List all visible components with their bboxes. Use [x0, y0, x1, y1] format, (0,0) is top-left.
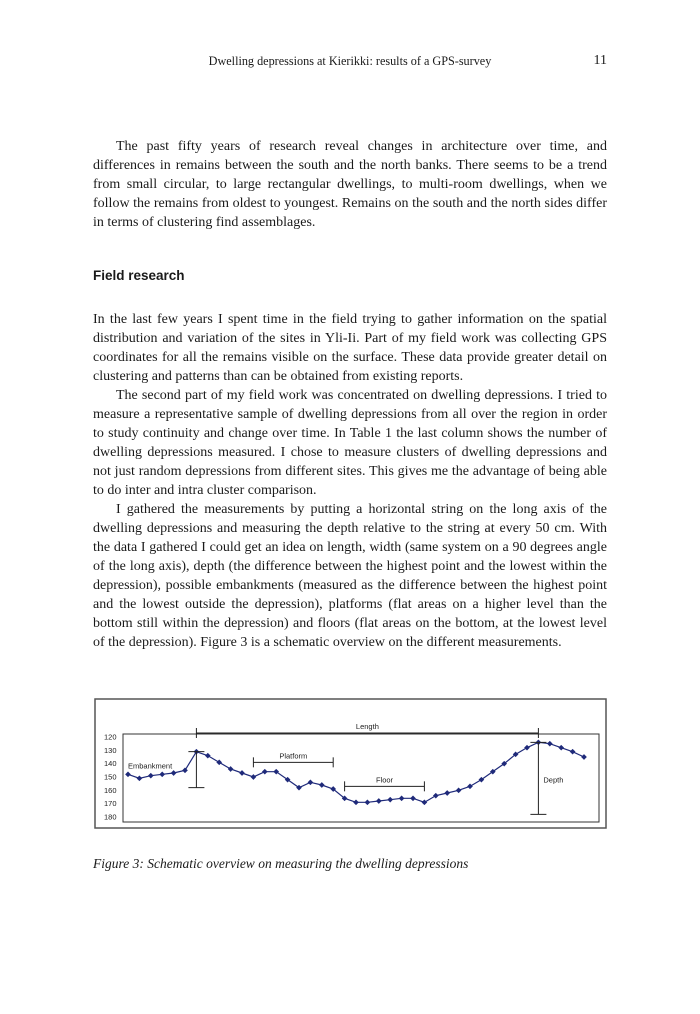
section-heading: Field research: [93, 268, 185, 283]
paragraph-measurements: I gathered the measurements by putting a horizontal string on the long axis of the dwelling depressions and measuring the depth relative to the string at every 50 cm. With the data I gathered I could get an idea on length, width (same system on a 90 degrees angle of the long axis), depth (the difference between the highest point and the lowest within the depression), possible embankments (measured as the difference between the highest point and the lowest outside the depression), platforms (flat areas on a higher level than the bottom still within the depression) and floors (flat areas on the bottom, at the lowest level of the depression). Figure 3 is a schematic overview on the different measurements.: [93, 502, 607, 650]
y-tick-label: 130: [104, 745, 117, 755]
paragraph-gps: In the last few years I spent time in the field trying to gather information on the spatial distribution and variation of the sites in Yli-Ii. Part of my field work was collecting GPS coordinates for all the remains visible on the surface. These data provide greater detail on clustering and patterns than can be obtained from existing reports.: [93, 312, 607, 384]
profile-point: [467, 784, 473, 790]
profile-point: [558, 745, 564, 751]
profile-point: [148, 773, 154, 779]
profile-point: [216, 760, 222, 766]
running-title: Dwelling depressions at Kierikki: results of a GPS-survey: [208, 54, 492, 68]
profile-point: [251, 774, 257, 780]
profile-point: [262, 769, 268, 775]
profile-point: [125, 772, 131, 778]
profile-point: [205, 753, 211, 759]
profile-point: [422, 800, 428, 806]
profile-point: [365, 800, 371, 806]
length-annotation-label: Length: [355, 722, 379, 731]
field-research-body: [93, 310, 607, 652]
profile-point: [159, 772, 165, 778]
schematic-chart: [94, 698, 608, 830]
profile-point: [456, 788, 462, 794]
profile-point: [570, 749, 576, 755]
platform-annotation-label: Platform: [279, 751, 308, 761]
y-tick-label: 150: [104, 772, 117, 782]
y-tick-label: 120: [104, 732, 117, 742]
y-tick-label: 180: [104, 812, 117, 822]
y-tick-label: 140: [104, 759, 117, 769]
profile-point: [182, 768, 188, 774]
page-number: 11: [593, 53, 607, 68]
y-tick-label: 160: [104, 785, 117, 795]
profile-point: [228, 766, 234, 772]
figure-caption: Figure 3: Schematic overview on measuring the dwelling depressions: [93, 856, 469, 871]
profile-point: [547, 741, 553, 747]
intro-paragraph: The past fifty years of research reveal changes in architecture over time, and differences in remains between the south and the north banks. There seems to be a trend from small circular, to large rectangular dwellings, to multi-room dwellings, when we follow the remains from oldest to youngest. Remains on the south and the north sides differ in terms of clustering find assemblages.: [93, 139, 607, 230]
depth-label: Depth: [543, 775, 564, 785]
profile-point: [353, 800, 359, 806]
profile-point: [376, 798, 382, 804]
intro-section: [93, 137, 607, 232]
profile-point: [239, 770, 245, 776]
profile-point: [433, 793, 439, 799]
profile-point: [171, 770, 177, 776]
figure-3: [94, 698, 608, 830]
embankment-label: Embankment: [128, 761, 173, 771]
running-head: [93, 54, 607, 72]
profile-point: [399, 796, 405, 802]
y-tick-label: 170: [104, 799, 117, 809]
profile-point: [387, 797, 393, 803]
profile-point: [137, 776, 143, 782]
floor-annotation-label: Floor: [375, 775, 394, 785]
profile-point: [524, 745, 530, 751]
profile-point: [319, 782, 325, 788]
profile-point: [308, 780, 314, 786]
profile-point: [581, 754, 587, 760]
profile-point: [444, 790, 450, 796]
paragraph-depressions: The second part of my field work was concentrated on dwelling depressions. I tried to measure a representative sample of dwelling depressions from all over the region in order to study continuity and change over time. In Table 1 the last column shows the number of dwelling depressions measured. I chose to measure clusters of dwelling depressions and not just random depressions from different sites. This gives me the advantage of being able to do inter and intra cluster comparison.: [93, 388, 607, 498]
profile-point: [410, 796, 416, 802]
